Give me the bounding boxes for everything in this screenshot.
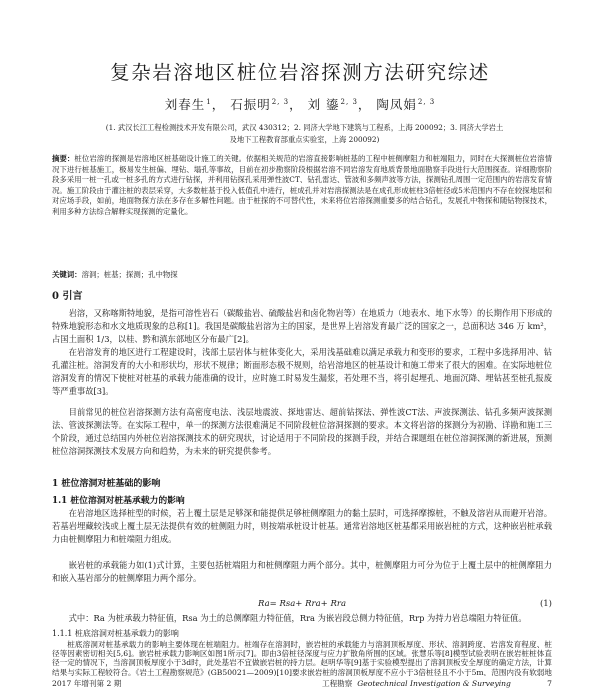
author-list: 刘春生$^1$， 石振明$^{2, 3}$， 刘 鎏$^{2, 3}$， 陶凤娟$^{2, 3}$ <box>164 97 436 113</box>
abstract-text: 桩位岩溶的探测是岩溶地区桩基础设计施工的关键。依据相关规范的岩溶直接影响桩基的工程中桩侧摩阻力和桩端阻力，同时在大探测桩位岩溶情况下进行桩基施工，极易发生桩偏、埋钻、塌孔等事故，目前在初步勘察阶段根据岩溶不同岩溶发育地质背景地面勘察手段进行大范围探查。详细勘察阶段多采用一桩一孔或一桩多孔的方式进行钻探，并利用钻探孔采用弹性波CT、钻孔雷达、管波和多频声波等方法，探测钻孔周围一定范围内的岩溶发育情况。施工阶段由于灌注桩的表层采穿，大多数桩基于投入低值孔中进行，桩成孔并对岩溶探测法是在成孔形成桩柱3倍桩径或5米范围内不存在较探地层和对应场手段，如前，地面物探方法在多存在多解性问题。由于桩探的不可替代性，未来将位岩溶探测重要多的结合钻孔，发展孔中物探和随钻物探技术，利用多种方法综合解释实现探测的定量化。 <box>52 154 552 216</box>
author-name: 石振明 <box>230 97 271 113</box>
keywords-label: 关键词： <box>52 270 82 279</box>
author-affiliation-mark: 2, 3 <box>340 98 358 106</box>
paper-title: 复杂岩溶地区桩位岩溶探测方法研究综述 <box>110 61 490 84</box>
abstract <box>52 154 552 217</box>
equation-number: (1) <box>539 599 552 609</box>
author-affiliation-mark: 2, 3 <box>417 98 436 106</box>
affiliation-line: 及地下工程教育部重点实验室，上海 200092) <box>229 134 380 144</box>
equation-description: 式中：Ra 为桩承载力特征值，Rsa 为土的总侧摩阻力特征值，Rra 为嵌岩段总侧力特征值，Rrp 为持力岩总端阻力特征值。 <box>68 613 527 623</box>
footer-issue: 2017 年增刊第 2 期 <box>52 679 122 688</box>
intro-paragraph-3: 目前常见的桩位岩溶探测方法有高密度电法、浅层地震波、探地雷达、超前钻探法、弹性波CT法、声波探测法、钻孔多频声波探测法、管波探测法等。在实际工程中，单一的探测方法很难满足不同阶段桩位溶洞探测的要求。本文将岩溶的探测分为初勘、详勘和施工三个阶段，通过总结国内外桩位岩溶探测技术的研究现状，讨论适用于不同阶段的探测手段，并结合课题组在桩位溶洞探测的新进展，预测桩位溶洞探测技术发展方向和趋势，为未来的研究提供参考。 <box>52 407 552 456</box>
footer-journal <box>322 679 511 689</box>
affiliation-line: (1. 武汉长江工程检测技术开发有限公司，武汉 430312；2. 同济大学地下建筑与工程系，上海 200092；3. 同济大学岩土 <box>105 123 504 132</box>
author-name: 陶凤娟 <box>376 97 417 113</box>
author-name: 刘春生 <box>164 97 206 113</box>
author-affiliation-mark: 2, 3 <box>271 98 290 106</box>
footer-journal-cn: 工程勘察 <box>322 679 353 688</box>
keywords <box>52 270 552 280</box>
author-affiliation-mark: 1 <box>206 98 212 106</box>
equation-text: Ra= Rsa+ Rra+ Rra <box>257 599 347 609</box>
affiliations <box>52 122 557 145</box>
paragraph-1-1-a: 在岩溶地区选择桩型的时候，若上覆土层是足够深和能提供足够桩侧摩阻力的黏土层时，可选择摩擦桩，不触及溶岩从而避开岩溶。若基岩埋藏较浅或上覆土层无法提供有效的桩侧阻力时，则按端承桩设计桩基。通常岩溶地区桩基都采用嵌岩桩的方式，这种嵌岩桩承载力由桩侧摩阻力和桩端阻力组成。 <box>52 508 552 544</box>
paragraph-1-1-1: 桩底溶洞对桩基承载力的影响主要体现在桩端阻力。桩端存在溶洞时，嵌岩桩的承载能力与溶洞顶板厚度、形状、溶洞跨度、岩溶发育程度、桩径等因素密切相关[5,6]。嵌岩桩承载力影响区如图1所示[7]。即由3倍桩径深度与应力扩散角所围的区域。张慧乐等[8]模型试验表明在嵌岩桩桩体直径一定的情况下，当溶洞顶板厚度小于3d时，此处基岩不宜做嵌岩桩的持力层。赵明华等[9]基于实验模型提出了溶洞顶板安全厚度的确定方法，计算结果与实际工程较符合。《岩土工程勘察规范》(GB50021—2009)[10]要求嵌岩桩的溶洞顶板厚度不应小于3倍桩径且不小于5m，范围内没有软弱地 <box>52 640 552 676</box>
paragraph-1-1-b: 嵌岩桩的承载能力如(1)式计算，主要包括桩端阻力和桩侧摩阻力两个部分。其中，桩侧摩阻力可分为位于上覆土层中的桩侧摩阻力和嵌入基岩部分的桩侧摩阻力两个部分。 <box>52 560 552 583</box>
footer-page-number: 7 <box>547 679 552 688</box>
section-heading-1: 1 桩位溶洞对桩基础的影响 <box>52 479 161 489</box>
subsection-heading-1-1-1: 1.1.1 桩底溶洞对桩基承载力的影响 <box>52 629 179 638</box>
author-name: 刘 鎏 <box>307 97 340 113</box>
section-heading-intro: 0 引言 <box>52 291 83 302</box>
intro-paragraph-1: 岩溶，又称喀斯特地貌，是指可溶性岩石（碳酸盐岩、硫酸盐岩和卤化物岩等）在地质力（地表水、地下水等）的长期作用下形成的特殊地貌形态和水文地质现象的总称[1]。我国是碳酸盐岩溶为主的国家，是世界上岩溶发育最广泛的国家之一，总面积达 346 万 km²，占国土面积 1/3，以桂、黔和滇东部地区分布最广[2]。 <box>52 308 552 344</box>
keywords-text: 溶洞；桩基；探测；孔中物探 <box>81 270 178 279</box>
subsection-heading-1-1: 1.1 桩位溶洞对桩基承载力的影响 <box>52 496 185 506</box>
footer-journal-en: Geotechnical Investigation & Surveying <box>357 679 511 688</box>
abstract-label: 摘要： <box>52 154 75 163</box>
intro-paragraph-2: 在岩溶发育的地区进行工程建设时，浅部土层岩体与桩体变化大，采用浅基础难以满足承载力和变形的要求，工程中多选择用冲、钻孔灌注桩。溶洞发育的大小和形状均，形状不规律；断面形态极不规则，给岩溶地区的桩基设计和施工带来了很大的困难。在实际地桩位溶洞发育的情况下使桩对桩基的承载力能准确的设计，应时施工时易发生漏浆，若处理不当，将引起埋孔、地面沉降、埋钻甚至桩孔报废等严重事故[3]。 <box>52 347 552 396</box>
